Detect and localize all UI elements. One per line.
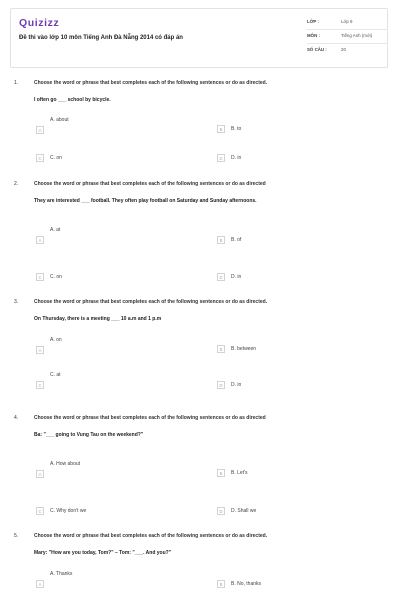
option-label: C. Why don't we: [50, 508, 87, 514]
meta-row-grade: [307, 16, 387, 30]
option-checkbox[interactable]: A: [36, 346, 44, 354]
meta-label: MÔN :: [307, 33, 320, 38]
option-label: A. on: [50, 337, 62, 343]
question-text: I often go ___ school by bicycle.: [34, 97, 111, 103]
meta-row-subject: [307, 30, 387, 44]
question-number: 4.: [14, 415, 19, 421]
option-label: B. to: [231, 126, 242, 132]
option-checkbox[interactable]: D: [217, 154, 225, 162]
option-label: C. on: [50, 155, 62, 161]
option-label: A. at: [50, 227, 61, 233]
option-checkbox[interactable]: C: [36, 273, 44, 281]
option-label: B. No, thanks: [231, 581, 262, 587]
option-label: B. between: [231, 346, 257, 352]
option-label: B. of: [231, 237, 242, 243]
question-text: On Thursday, there is a meeting ___ 10 a.m and 1 p.m: [34, 316, 162, 322]
meta-value: 20: [341, 47, 346, 52]
question-number: 3.: [14, 299, 19, 305]
option-label: D. in: [231, 155, 242, 161]
meta-value: Tiếng Anh (mới): [341, 33, 373, 38]
question-text: They are interested ___ football. They often play football on Saturday and Sunday afternoons.: [34, 198, 257, 204]
option-checkbox[interactable]: C: [36, 154, 44, 162]
meta-label: LỚP :: [307, 19, 319, 24]
option-label: C. at: [50, 372, 61, 378]
option-checkbox[interactable]: D: [217, 381, 225, 389]
worksheet-header: [10, 8, 388, 68]
question-instruction: Choose the word or phrase that best completes each of the following sentences or do as directed.: [34, 533, 268, 539]
question-text: Mary: "How are you today, Tom?" – Tom: "___. And you?": [34, 550, 172, 556]
question-number: 5.: [14, 533, 19, 539]
option-label: D. Shall we: [231, 508, 257, 514]
question-instruction: Choose the word or phrase that best completes each of the following sentences or do as directed.: [34, 80, 268, 86]
option-checkbox[interactable]: B: [217, 345, 225, 353]
option-checkbox[interactable]: B: [217, 125, 225, 133]
option-checkbox[interactable]: A: [36, 470, 44, 478]
quizizz-logo: Quizizz: [19, 17, 60, 29]
option-checkbox[interactable]: B: [217, 236, 225, 244]
option-label: D. in: [231, 382, 242, 388]
option-checkbox[interactable]: B: [217, 580, 225, 588]
option-checkbox[interactable]: A: [36, 236, 44, 244]
option-checkbox[interactable]: D: [217, 507, 225, 515]
option-checkbox[interactable]: A: [36, 126, 44, 134]
option-label: D. in: [231, 274, 242, 280]
option-label: B. Let's: [231, 470, 248, 476]
option-checkbox[interactable]: A: [36, 580, 44, 588]
question-instruction: Choose the word or phrase that best completes each of the following sentences or do as directed: [34, 181, 266, 187]
option-label: A. How about: [50, 461, 81, 467]
option-checkbox[interactable]: C: [36, 507, 44, 515]
option-checkbox[interactable]: B: [217, 469, 225, 477]
question-instruction: Choose the word or phrase that best completes each of the following sentences or do as directed: [34, 415, 266, 421]
option-label: A. Thanks: [50, 571, 73, 577]
worksheet-meta: [307, 16, 387, 57]
question-instruction: Choose the word or phrase that best completes each of the following sentences or do as directed.: [34, 299, 268, 305]
question-text: Ba: "___ going to Vung Tau on the weekend?": [34, 432, 144, 438]
worksheet-title: Đề thi vào lớp 10 môn Tiếng Anh Đà Nẵng 2014 có đáp án: [19, 35, 183, 41]
option-label: A. about: [50, 117, 69, 123]
question-number: 1.: [14, 80, 19, 86]
question-number: 2.: [14, 181, 19, 187]
option-checkbox[interactable]: D: [217, 273, 225, 281]
option-label: C. on: [50, 274, 62, 280]
meta-row-count: [307, 44, 387, 57]
meta-value: Lớp 9: [341, 19, 353, 24]
option-checkbox[interactable]: C: [36, 381, 44, 389]
meta-label: SỐ CÂU :: [307, 47, 327, 52]
